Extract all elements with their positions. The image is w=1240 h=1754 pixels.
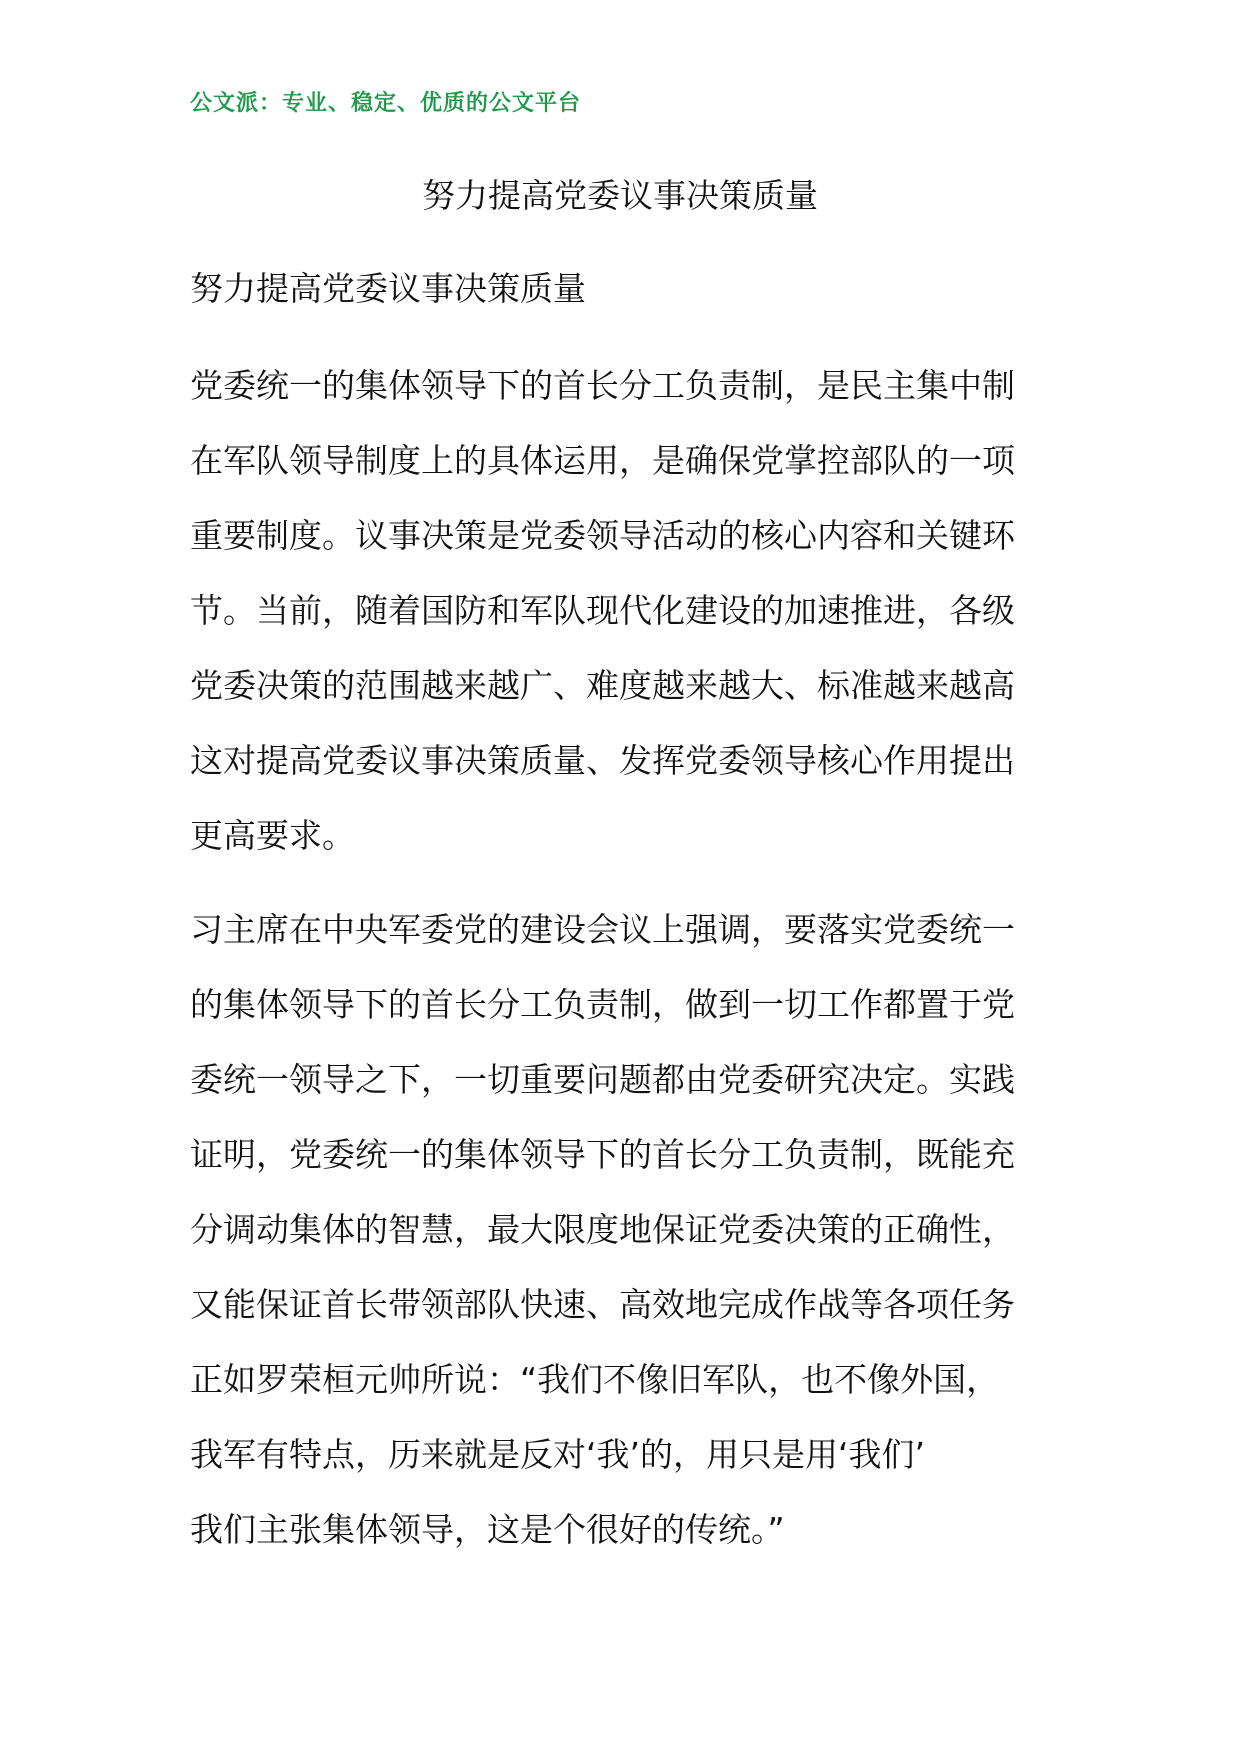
paragraph-line: 我军有特点，历来就是反对‘我’的，用只是用‘我们’	[190, 1435, 925, 1474]
paragraph-line: 又能保证首长带领部队快速、高效地完成作战等各项任务	[190, 1285, 1015, 1324]
brand-header: 公文派：专业、稳定、优质的公文平台	[190, 91, 582, 116]
paragraph-line: 更高要求。	[190, 816, 355, 855]
document-title: 努力提高党委议事决策质量	[422, 176, 818, 215]
paragraph-line: 在军队领导制度上的具体运用，是确保党掌控部队的一项	[190, 441, 1015, 480]
paragraph-line: 正如罗荣桓元帅所说：“我们不像旧军队，也不像外国，	[190, 1360, 1000, 1399]
body-paragraph-1	[190, 348, 1070, 873]
paragraph-line: 的集体领导下的首长分工负责制，做到一切工作都置于党	[190, 985, 1015, 1024]
paragraph-line: 证明，党委统一的集体领导下的首长分工负责制，既能充	[190, 1135, 1015, 1174]
paragraph-line: 党委决策的范围越来越广、难度越来越大、标准越来越高	[190, 666, 1015, 705]
document-subtitle: 努力提高党委议事决策质量	[190, 269, 586, 308]
paragraph-line: 重要制度。议事决策是党委领导活动的核心内容和关键环	[190, 516, 1015, 555]
body-paragraph-2	[190, 892, 1070, 1567]
paragraph-line: 分调动集体的智慧，最大限度地保证党委决策的正确性，	[190, 1210, 1015, 1249]
paragraph-line: 党委统一的集体领导下的首长分工负责制，是民主集中制	[190, 366, 1015, 405]
paragraph-line: 习主席在中央军委党的建设会议上强调，要落实党委统一	[190, 910, 1015, 949]
paragraph-line: 委统一领导之下，一切重要问题都由党委研究决定。实践	[190, 1060, 1015, 1099]
paragraph-line: 我们主张集体领导，这是个很好的传统。”	[190, 1510, 785, 1549]
paragraph-line: 节。当前，随着国防和军队现代化建设的加速推进，各级	[190, 591, 1015, 630]
paragraph-line: 这对提高党委议事决策质量、发挥党委领导核心作用提出	[190, 741, 1015, 780]
